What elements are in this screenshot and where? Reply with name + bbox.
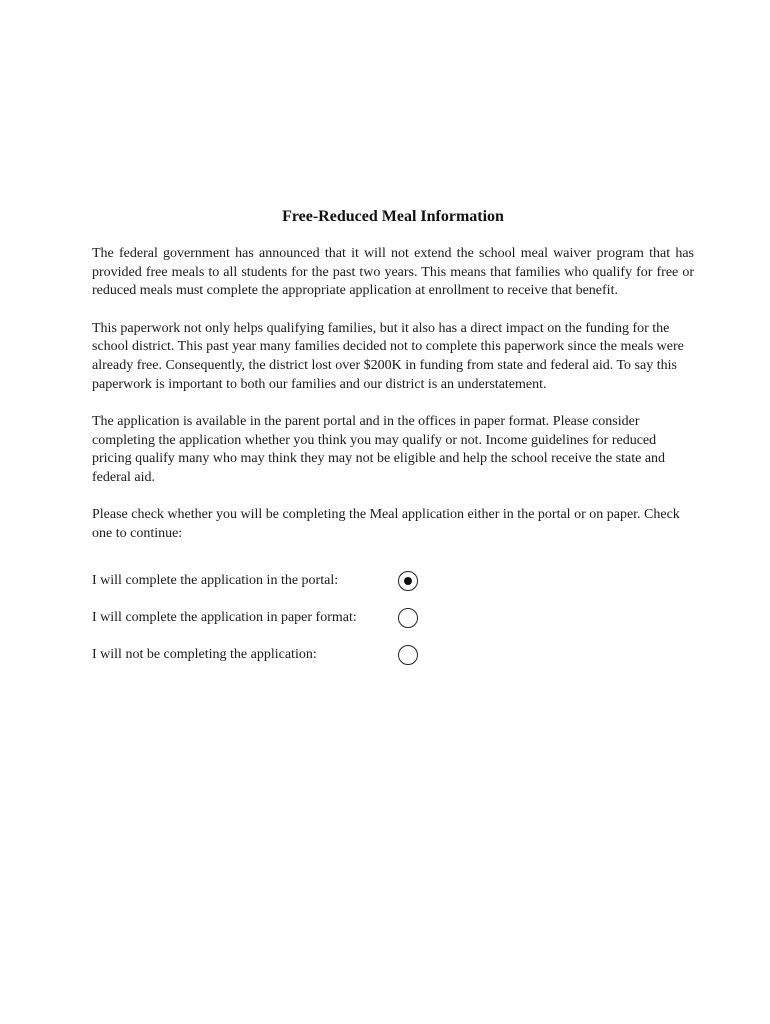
paragraph-waiver: The federal government has announced that it will not extend the school meal waiver program that has provided free meals to all students for the past two years. This means that families who qualify for free or reduced meals must complete the appropriate application at enrollment to receive that benefit.: [92, 246, 694, 299]
application-choice-group: [92, 562, 694, 673]
document-title: Free-Reduced Meal Information: [282, 208, 504, 225]
option-portal-radio[interactable]: [398, 571, 418, 591]
paragraph-instructions: Please check whether you will be completing the Meal application either in the portal or on paper. Check one to continue:: [92, 507, 680, 541]
option-not-completing-label: I will not be completing the application:: [92, 646, 317, 662]
option-not-completing: [92, 636, 694, 673]
option-portal: [92, 562, 694, 599]
document-page: [92, 205, 694, 673]
paragraph-availability: The application is available in the parent portal and in the offices in paper format. Please consider completing the application whether you think you may qualify or not. Income guidelines for reduced pricing qualify many who may think they may not be eligible and help the school receive the state and federal aid.: [92, 413, 666, 486]
option-portal-label: I will complete the application in the portal:: [92, 572, 339, 588]
option-paper-radio[interactable]: [398, 608, 418, 628]
paragraph-funding: This paperwork not only helps qualifying families, but it also has a direct impact on the funding for the school district. This past year many families decided not to complete this paperwork since the meals were already free. Consequently, the district lost over $200K in funding from state and federal aid. To say this paperwork is important to both our families and our district is an understatement.: [92, 320, 684, 392]
option-paper: [92, 599, 694, 636]
option-paper-label: I will complete the application in paper format:: [92, 609, 357, 625]
option-not-completing-radio[interactable]: [398, 645, 418, 665]
